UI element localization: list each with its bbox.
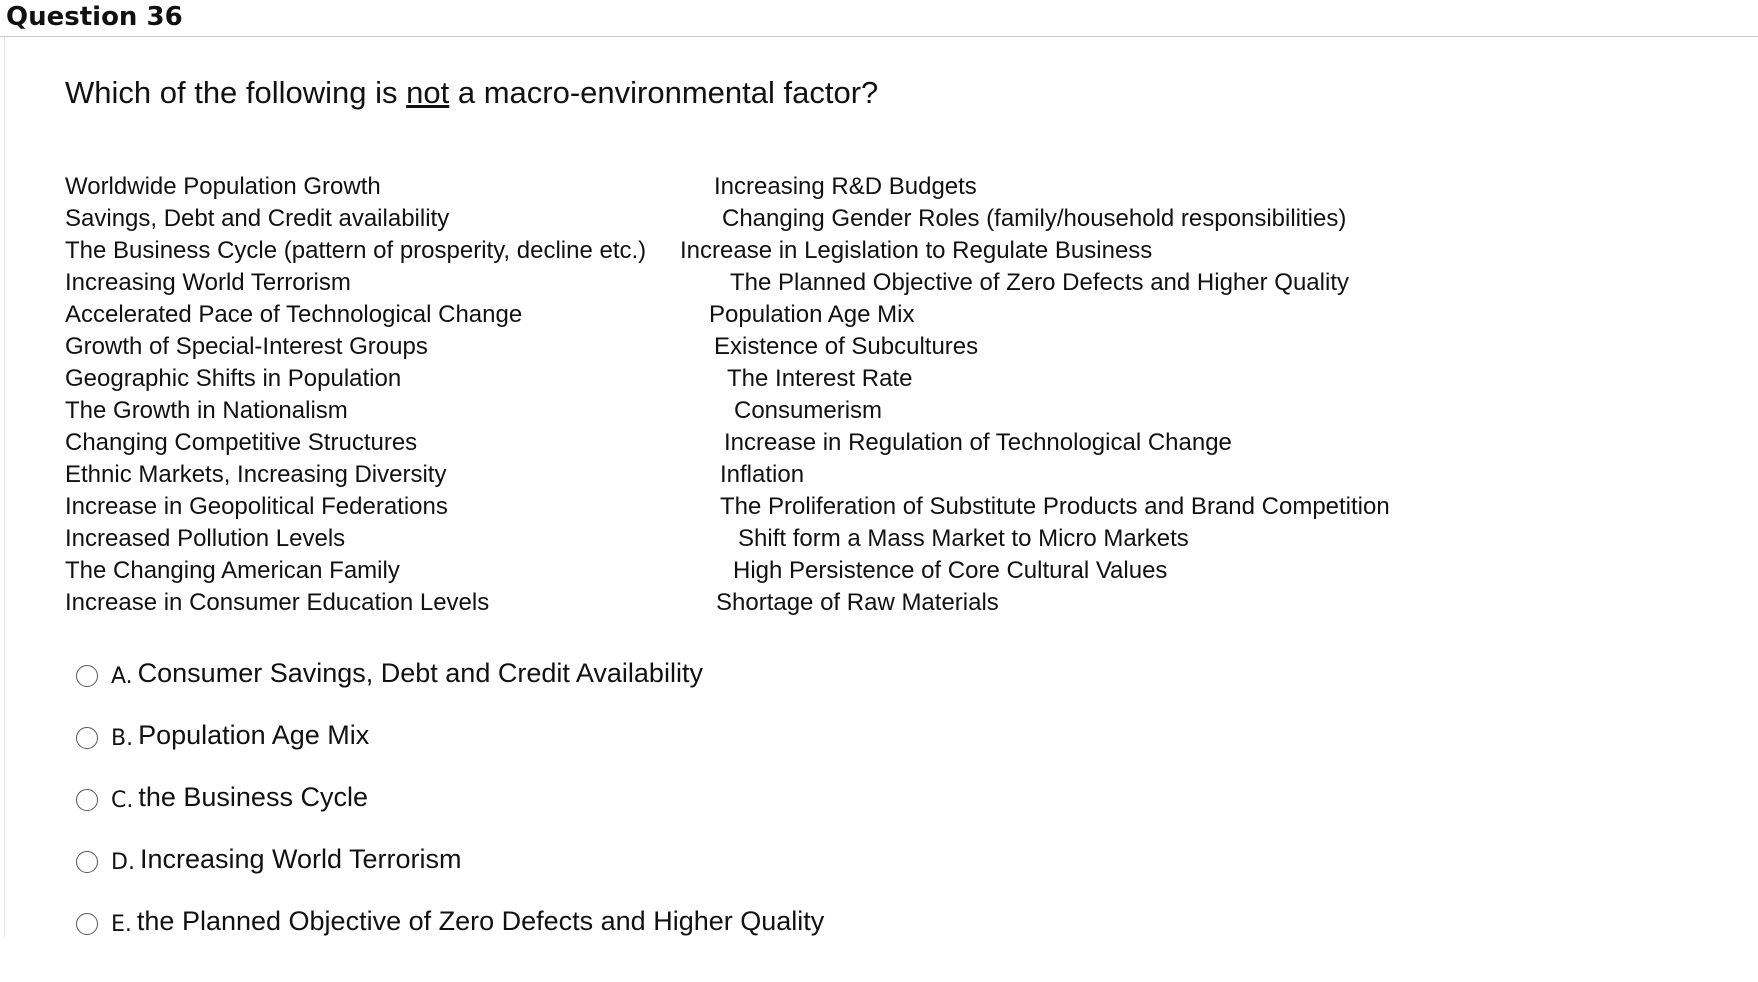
option-c[interactable] [76, 766, 824, 828]
factor-item: The Proliferation of Substitute Products and Brand Competition [720, 493, 1390, 520]
factor-item: Growth of Special-Interest Groups [65, 333, 428, 360]
factor-item: Existence of Subcultures [714, 333, 979, 360]
radio-button-c[interactable] [76, 789, 98, 811]
option-a[interactable] [76, 642, 824, 704]
factor-item: Increase in Legislation to Regulate Business [680, 237, 1153, 264]
factor-item: Worldwide Population Growth [65, 173, 381, 200]
factor-item: Inflation [720, 461, 805, 488]
option-text: Population Age Mix [138, 719, 370, 750]
factor-item: Changing Gender Roles (family/household responsibilities) [722, 205, 1347, 232]
question-title: Question 36 [6, 2, 183, 32]
factor-item: Savings, Debt and Credit availability [65, 205, 450, 232]
radio-button-e[interactable] [76, 913, 98, 935]
option-text: the Planned Objective of Zero Defects and Higher Quality [136, 905, 825, 936]
option-d[interactable] [76, 828, 824, 890]
factor-item: Shortage of Raw Materials [716, 589, 999, 616]
option-letter: C. [111, 787, 134, 813]
option-letter: E. [111, 911, 132, 937]
question-prompt [65, 74, 878, 112]
option-letter: D. [111, 849, 135, 875]
answer-options [76, 642, 824, 952]
factor-item: Changing Competitive Structures [65, 429, 418, 456]
factor-item: Shift form a Mass Market to Micro Markets [738, 525, 1189, 552]
factor-item: The Interest Rate [727, 365, 913, 392]
factor-list-right [0, 171, 1390, 619]
prompt-text-after: a macro-environmental factor? [449, 75, 879, 110]
factor-item: The Planned Objective of Zero Defects and Higher Quality [730, 269, 1349, 296]
factor-item: Ethnic Markets, Increasing Diversity [65, 461, 447, 488]
radio-button-a[interactable] [76, 665, 98, 687]
factor-item: The Growth in Nationalism [65, 397, 348, 424]
option-letter: A. [111, 663, 133, 689]
prompt-text-before: Which of the following is [65, 75, 407, 110]
factor-item: Increased Pollution Levels [65, 525, 346, 552]
factor-item: Increasing R&D Budgets [714, 173, 977, 200]
factor-item: Accelerated Pace of Technological Change [65, 301, 523, 328]
factor-item: Increasing World Terrorism [65, 269, 351, 296]
question-header [0, 0, 1758, 37]
option-e[interactable] [76, 890, 824, 952]
option-text: Consumer Savings, Debt and Credit Availability [137, 657, 703, 688]
factor-item: Increase in Geopolitical Federations [65, 493, 448, 520]
factor-item: Population Age Mix [709, 301, 915, 328]
factor-item: The Business Cycle (pattern of prosperity, decline etc.) [65, 237, 647, 264]
factor-item: Increase in Regulation of Technological Change [724, 429, 1232, 456]
factor-item: Increase in Consumer Education Levels [65, 589, 490, 616]
prompt-emphasis: not [406, 75, 450, 110]
factor-item: The Changing American Family [65, 557, 400, 584]
factor-item: Geographic Shifts in Population [65, 365, 402, 392]
option-text: Increasing World Terrorism [139, 843, 462, 874]
factor-item: Consumerism [734, 397, 883, 424]
option-letter: B. [111, 725, 134, 751]
radio-button-d[interactable] [76, 851, 98, 873]
factor-item: High Persistence of Core Cultural Values [733, 557, 1168, 584]
option-text: the Business Cycle [138, 781, 368, 812]
option-b[interactable] [76, 704, 824, 766]
radio-button-b[interactable] [76, 727, 98, 749]
